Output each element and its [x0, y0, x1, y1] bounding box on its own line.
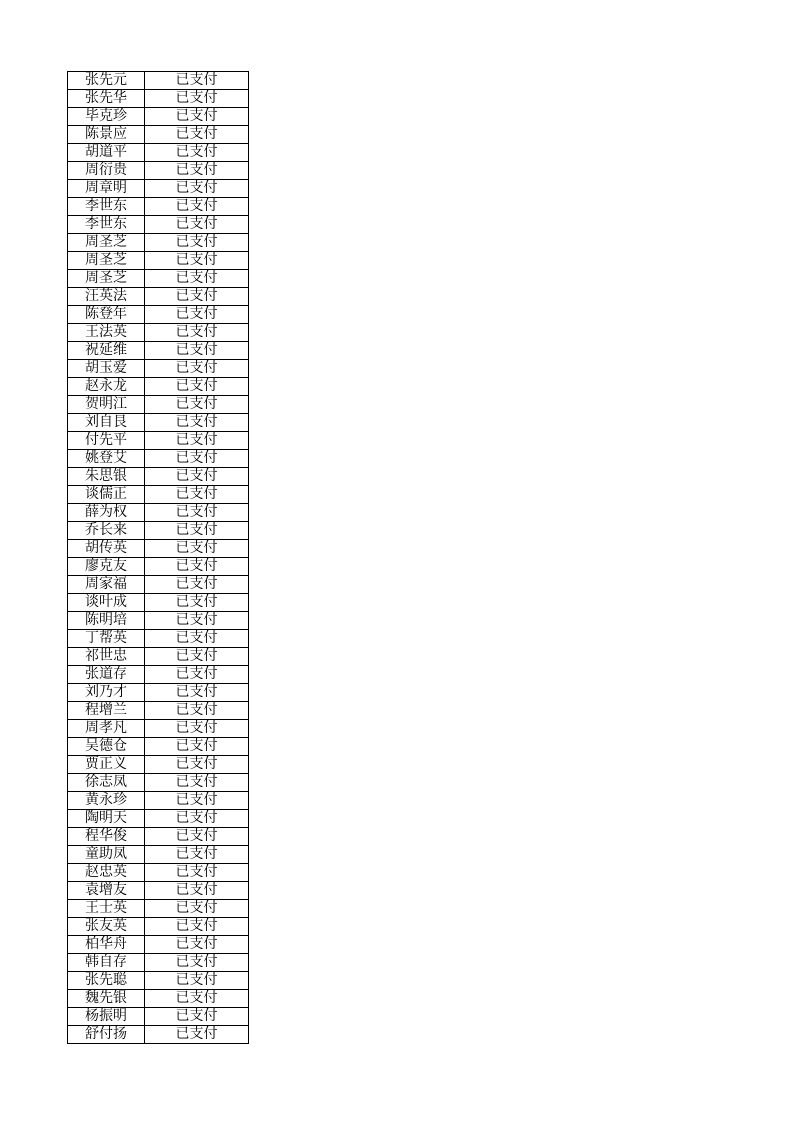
status-cell: 已支付 [145, 306, 249, 324]
table-row [68, 900, 249, 918]
table-row [68, 378, 249, 396]
table-row [68, 306, 249, 324]
table-row [68, 702, 249, 720]
status-cell: 已支付 [145, 234, 249, 252]
name-cell: 周章明 [68, 180, 145, 198]
table-row [68, 522, 249, 540]
table-row [68, 90, 249, 108]
status-cell: 已支付 [145, 162, 249, 180]
name-cell: 柏华舟 [68, 936, 145, 954]
status-cell: 已支付 [145, 576, 249, 594]
name-cell: 黄永珍 [68, 792, 145, 810]
name-cell: 赵永龙 [68, 378, 145, 396]
table-row [68, 954, 249, 972]
table-row [68, 288, 249, 306]
table-row [68, 864, 249, 882]
name-cell: 周圣芝 [68, 270, 145, 288]
table-row [68, 1026, 249, 1044]
status-cell: 已支付 [145, 216, 249, 234]
name-cell: 程华俊 [68, 828, 145, 846]
status-cell: 已支付 [145, 864, 249, 882]
name-cell: 周家福 [68, 576, 145, 594]
status-cell: 已支付 [145, 882, 249, 900]
status-cell: 已支付 [145, 612, 249, 630]
table-row [68, 810, 249, 828]
status-cell: 已支付 [145, 198, 249, 216]
status-cell: 已支付 [145, 846, 249, 864]
name-cell: 胡玉爱 [68, 360, 145, 378]
name-cell: 童助凤 [68, 846, 145, 864]
status-cell: 已支付 [145, 414, 249, 432]
status-cell: 已支付 [145, 486, 249, 504]
table-row [68, 666, 249, 684]
status-cell: 已支付 [145, 702, 249, 720]
name-cell: 张先聪 [68, 972, 145, 990]
name-cell: 胡传英 [68, 540, 145, 558]
table-row [68, 630, 249, 648]
status-cell: 已支付 [145, 972, 249, 990]
status-cell: 已支付 [145, 720, 249, 738]
name-cell: 陶明天 [68, 810, 145, 828]
name-cell: 廖克友 [68, 558, 145, 576]
name-cell: 刘自艮 [68, 414, 145, 432]
name-cell: 李世东 [68, 216, 145, 234]
name-cell: 周衍贵 [68, 162, 145, 180]
status-cell: 已支付 [145, 954, 249, 972]
status-cell: 已支付 [145, 180, 249, 198]
name-cell: 祝延维 [68, 342, 145, 360]
name-cell: 陈景应 [68, 126, 145, 144]
status-cell: 已支付 [145, 342, 249, 360]
name-cell: 刘乃才 [68, 684, 145, 702]
status-cell: 已支付 [145, 72, 249, 90]
status-cell: 已支付 [145, 774, 249, 792]
table-row [68, 846, 249, 864]
table-row [68, 126, 249, 144]
name-cell: 周孝凡 [68, 720, 145, 738]
name-cell: 丁帮英 [68, 630, 145, 648]
table-row [68, 342, 249, 360]
table-row [68, 828, 249, 846]
table-row [68, 108, 249, 126]
table-row [68, 738, 249, 756]
table-row [68, 198, 249, 216]
name-cell: 乔长来 [68, 522, 145, 540]
table-row [68, 558, 249, 576]
status-cell: 已支付 [145, 828, 249, 846]
name-cell: 杨振明 [68, 1008, 145, 1026]
table-row [68, 990, 249, 1008]
name-cell: 毕克珍 [68, 108, 145, 126]
name-cell: 徐志凤 [68, 774, 145, 792]
status-cell: 已支付 [145, 468, 249, 486]
name-cell: 谈儒正 [68, 486, 145, 504]
status-cell: 已支付 [145, 990, 249, 1008]
name-cell: 王士英 [68, 900, 145, 918]
name-cell: 李世东 [68, 198, 145, 216]
table-row [68, 684, 249, 702]
table-row [68, 1008, 249, 1026]
status-cell: 已支付 [145, 270, 249, 288]
table-row [68, 594, 249, 612]
table-row [68, 180, 249, 198]
table-row [68, 162, 249, 180]
status-cell: 已支付 [145, 738, 249, 756]
payment-table-body [68, 72, 249, 1044]
table-row [68, 648, 249, 666]
name-cell: 贺明江 [68, 396, 145, 414]
name-cell: 韩自存 [68, 954, 145, 972]
table-row [68, 252, 249, 270]
table-row [68, 72, 249, 90]
name-cell: 周圣芝 [68, 252, 145, 270]
status-cell: 已支付 [145, 666, 249, 684]
status-cell: 已支付 [145, 450, 249, 468]
name-cell: 周圣芝 [68, 234, 145, 252]
status-cell: 已支付 [145, 1008, 249, 1026]
name-cell: 袁增友 [68, 882, 145, 900]
name-cell: 吴德仓 [68, 738, 145, 756]
status-cell: 已支付 [145, 522, 249, 540]
status-cell: 已支付 [145, 396, 249, 414]
status-cell: 已支付 [145, 558, 249, 576]
table-row [68, 504, 249, 522]
status-cell: 已支付 [145, 90, 249, 108]
table-row [68, 792, 249, 810]
table-row [68, 414, 249, 432]
name-cell: 贾正义 [68, 756, 145, 774]
status-cell: 已支付 [145, 360, 249, 378]
table-row [68, 270, 249, 288]
name-cell: 薛为权 [68, 504, 145, 522]
status-cell: 已支付 [145, 378, 249, 396]
table-row [68, 486, 249, 504]
name-cell: 付先平 [68, 432, 145, 450]
status-cell: 已支付 [145, 918, 249, 936]
name-cell: 汪英法 [68, 288, 145, 306]
name-cell: 程增兰 [68, 702, 145, 720]
table-row [68, 468, 249, 486]
name-cell: 张先华 [68, 90, 145, 108]
status-cell: 已支付 [145, 324, 249, 342]
name-cell: 张友英 [68, 918, 145, 936]
status-cell: 已支付 [145, 936, 249, 954]
table-row [68, 612, 249, 630]
table-row [68, 918, 249, 936]
name-cell: 陈明培 [68, 612, 145, 630]
name-cell: 王法英 [68, 324, 145, 342]
table-row [68, 774, 249, 792]
table-row [68, 360, 249, 378]
status-cell: 已支付 [145, 630, 249, 648]
table-row [68, 882, 249, 900]
name-cell: 舒付扬 [68, 1026, 145, 1044]
status-cell: 已支付 [145, 648, 249, 666]
status-cell: 已支付 [145, 126, 249, 144]
status-cell: 已支付 [145, 540, 249, 558]
name-cell: 朱思银 [68, 468, 145, 486]
name-cell: 魏先银 [68, 990, 145, 1008]
status-cell: 已支付 [145, 684, 249, 702]
table-row [68, 144, 249, 162]
table-row [68, 234, 249, 252]
table-row [68, 972, 249, 990]
table-row [68, 396, 249, 414]
table-row [68, 756, 249, 774]
status-cell: 已支付 [145, 108, 249, 126]
status-cell: 已支付 [145, 504, 249, 522]
table-row [68, 216, 249, 234]
name-cell: 姚登艾 [68, 450, 145, 468]
name-cell: 陈登年 [68, 306, 145, 324]
status-cell: 已支付 [145, 252, 249, 270]
status-cell: 已支付 [145, 288, 249, 306]
name-cell: 赵忠英 [68, 864, 145, 882]
table-row [68, 432, 249, 450]
status-cell: 已支付 [145, 144, 249, 162]
table-row [68, 576, 249, 594]
status-cell: 已支付 [145, 1026, 249, 1044]
table-row [68, 936, 249, 954]
name-cell: 张先元 [68, 72, 145, 90]
name-cell: 张道存 [68, 666, 145, 684]
table-row [68, 450, 249, 468]
name-cell: 胡道平 [68, 144, 145, 162]
table-row [68, 540, 249, 558]
name-cell: 谈叶成 [68, 594, 145, 612]
status-cell: 已支付 [145, 432, 249, 450]
table-row [68, 324, 249, 342]
status-cell: 已支付 [145, 594, 249, 612]
name-cell: 祁世忠 [68, 648, 145, 666]
payment-table [67, 71, 249, 1044]
status-cell: 已支付 [145, 810, 249, 828]
status-cell: 已支付 [145, 756, 249, 774]
status-cell: 已支付 [145, 900, 249, 918]
status-cell: 已支付 [145, 792, 249, 810]
table-row [68, 720, 249, 738]
